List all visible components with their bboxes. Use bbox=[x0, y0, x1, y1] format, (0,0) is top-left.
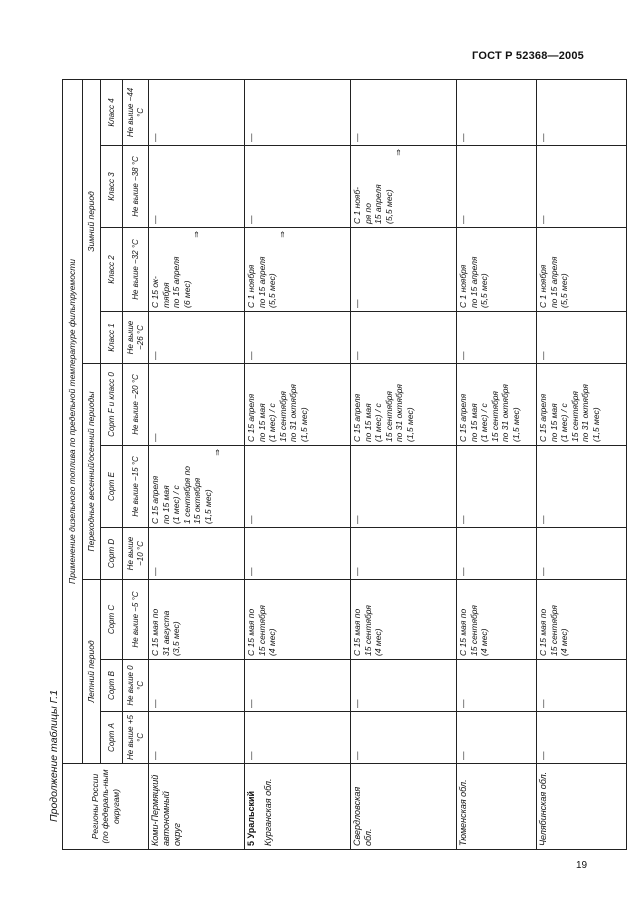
period-text: — bbox=[352, 515, 362, 524]
period-cell bbox=[537, 146, 627, 228]
period-text: С 1 ноября по 15 апреля (5,5 мес) bbox=[246, 256, 277, 308]
period-cell bbox=[149, 446, 245, 528]
period-text: — bbox=[458, 351, 468, 360]
fuel-application-table bbox=[62, 79, 627, 850]
region-name: Тюменская обл. bbox=[458, 779, 468, 846]
period-cell bbox=[351, 580, 457, 660]
period-cell bbox=[537, 228, 627, 312]
period-text: — bbox=[458, 515, 468, 524]
period-cell bbox=[245, 146, 351, 228]
period-text: — bbox=[352, 699, 362, 708]
federal-district-label: 5 Уральский bbox=[246, 790, 256, 846]
period-text: — bbox=[538, 351, 548, 360]
period-cell bbox=[537, 712, 627, 764]
table-row bbox=[537, 79, 627, 849]
period-text: — bbox=[246, 751, 256, 760]
period-text: — bbox=[458, 699, 468, 708]
period-cell bbox=[457, 660, 537, 712]
period-cell bbox=[351, 660, 457, 712]
period-cell bbox=[537, 312, 627, 364]
table-row bbox=[245, 79, 351, 849]
period-cell bbox=[457, 146, 537, 228]
grade-header: Сорт E bbox=[101, 446, 123, 528]
grade-header: Класс 3 bbox=[101, 146, 123, 228]
period-text: — bbox=[150, 751, 160, 760]
period-text: С 1 ноября по 15 апреля (5,5 мес) bbox=[458, 256, 489, 308]
region-cell bbox=[245, 764, 351, 850]
table-body bbox=[149, 79, 627, 849]
period-cell bbox=[351, 364, 457, 446]
period-cell bbox=[351, 146, 457, 228]
transition-period-header: Переходные весенний/осенний периоды bbox=[83, 364, 101, 580]
period-cell bbox=[537, 580, 627, 660]
region-column-header: Регионы России (по федераль-ным округам) bbox=[63, 764, 149, 850]
period-text: — bbox=[352, 299, 362, 308]
period-text: С 15 апреля по 15 мая (1 мес) / с 15 сентября по 31 октября (1,5 мес) bbox=[352, 384, 415, 442]
table-row bbox=[457, 79, 537, 849]
period-text: С 15 апреля по 15 мая (1 мес) / с 1 сентября по 15 октября (1,5 мес) bbox=[150, 466, 213, 524]
table-row bbox=[351, 79, 457, 849]
temperature-header: Не выше −26 °C bbox=[123, 312, 149, 364]
period-text: — bbox=[246, 215, 256, 224]
grade-header: Класс 1 bbox=[101, 312, 123, 364]
period-text: С 1 ноября по 15 апреля (5,5 мес) bbox=[538, 256, 569, 308]
temperature-header: Не выше −32 °C bbox=[123, 228, 149, 312]
continuation-arrow-icon: ⇒ bbox=[213, 449, 222, 456]
grade-header: Сорт D bbox=[101, 528, 123, 580]
period-text: С 15 апреля по 15 мая (1 мес) / с 15 сентября по 31 октября (1,5 мес) bbox=[458, 384, 521, 442]
period-text: С 15 мая по 15 сентября (4 мес) bbox=[352, 605, 383, 656]
period-cell bbox=[245, 528, 351, 580]
period-text: — bbox=[352, 567, 362, 576]
temperature-header: Не выше +5 °C bbox=[123, 712, 149, 764]
period-text: — bbox=[352, 751, 362, 760]
period-cell bbox=[245, 712, 351, 764]
period-text: — bbox=[458, 215, 468, 224]
period-text: — bbox=[538, 751, 548, 760]
temperature-header: Не выше −38 °C bbox=[123, 146, 149, 228]
grade-header: Сорт B bbox=[101, 660, 123, 712]
page-number: 19 bbox=[576, 860, 588, 871]
period-cell bbox=[149, 528, 245, 580]
period-text: С 15 мая по 31 августа (3,5 мес) bbox=[150, 608, 181, 656]
temperature-header: Не выше −15 °C bbox=[123, 446, 149, 528]
period-cell bbox=[149, 146, 245, 228]
grade-header: Сорт F и класс 0 bbox=[101, 364, 123, 446]
temperature-header: Не выше 0 °C bbox=[123, 660, 149, 712]
temperature-header: Не выше −5 °C bbox=[123, 580, 149, 660]
period-text: — bbox=[246, 351, 256, 360]
period-cell bbox=[457, 79, 537, 145]
period-cell bbox=[149, 312, 245, 364]
period-text: С 15 мая по 15 сентября (4 мес) bbox=[458, 605, 489, 656]
region-cell bbox=[351, 764, 457, 850]
grade-header: Класс 4 bbox=[101, 79, 123, 145]
period-text: — bbox=[246, 567, 256, 576]
period-cell bbox=[457, 528, 537, 580]
winter-period-header: Зимний период bbox=[83, 79, 101, 363]
period-cell bbox=[351, 446, 457, 528]
period-text: — bbox=[458, 133, 468, 142]
region-cell bbox=[537, 764, 627, 850]
temperature-header: Не выше −20 °C bbox=[123, 364, 149, 446]
period-cell bbox=[537, 528, 627, 580]
region-name: Свердловская обл. bbox=[352, 786, 373, 846]
grade-header: Класс 2 bbox=[101, 228, 123, 312]
period-text: — bbox=[246, 699, 256, 708]
period-cell bbox=[351, 312, 457, 364]
temperature-header: Не выше −10 °C bbox=[123, 528, 149, 580]
period-cell bbox=[457, 446, 537, 528]
standard-number: ГОСТ Р 52368—2005 bbox=[472, 50, 584, 62]
region-cell bbox=[149, 764, 245, 850]
period-text: — bbox=[246, 133, 256, 142]
period-text: — bbox=[150, 567, 160, 576]
period-cell bbox=[457, 228, 537, 312]
temperature-header: Не выше −44 °C bbox=[123, 79, 149, 145]
period-cell bbox=[351, 228, 457, 312]
period-text: — bbox=[150, 351, 160, 360]
period-text: — bbox=[538, 133, 548, 142]
period-cell bbox=[245, 312, 351, 364]
period-cell bbox=[245, 446, 351, 528]
period-cell bbox=[537, 660, 627, 712]
rotated-table-container bbox=[62, 80, 601, 850]
period-cell bbox=[149, 79, 245, 145]
period-text: — bbox=[352, 133, 362, 142]
period-text: — bbox=[538, 699, 548, 708]
period-text: С 15 ок- тября по 15 апреля (6 мес) bbox=[150, 256, 192, 308]
region-name: Челябинская обл. bbox=[538, 771, 548, 846]
period-text: С 1 нояб- ря по 15 апреля (5,5 мес) bbox=[352, 184, 394, 224]
period-cell bbox=[149, 660, 245, 712]
period-text: С 15 апреля по 15 мая (1 мес) / с 15 сентября по 31 октября (1,5 мес) bbox=[246, 384, 309, 442]
period-cell bbox=[149, 364, 245, 446]
period-cell bbox=[245, 364, 351, 446]
region-name: Коми-Пермяцкий автономный округ bbox=[150, 774, 182, 846]
main-column-header: Применение дизельного топлива по предельной температуре фильтруемости bbox=[63, 79, 83, 763]
period-cell bbox=[351, 79, 457, 145]
region-name: Курганская обл. bbox=[263, 778, 273, 846]
period-text: С 15 мая по 15 сентября (4 мес) bbox=[246, 605, 277, 656]
period-cell bbox=[149, 712, 245, 764]
period-text: — bbox=[458, 751, 468, 760]
period-cell bbox=[245, 660, 351, 712]
period-text: — bbox=[150, 699, 160, 708]
grade-header-row bbox=[101, 79, 123, 849]
table-continuation-label: Продолжение таблицы Г.1 bbox=[48, 689, 60, 822]
period-text: — bbox=[458, 567, 468, 576]
period-cell bbox=[537, 446, 627, 528]
continuation-arrow-icon: ⇒ bbox=[277, 231, 287, 238]
period-text: — bbox=[352, 351, 362, 360]
continuation-arrow-icon: ⇒ bbox=[394, 149, 403, 156]
temperature-header-row bbox=[123, 79, 149, 849]
period-cell bbox=[351, 712, 457, 764]
period-text: С 15 мая по 15 сентября (4 мес) bbox=[538, 605, 569, 656]
continuation-arrow-icon: ⇒ bbox=[192, 231, 201, 238]
region-cell bbox=[457, 764, 537, 850]
period-cell bbox=[245, 580, 351, 660]
period-text: — bbox=[150, 215, 160, 224]
period-cell bbox=[537, 364, 627, 446]
grade-header: Сорт C bbox=[101, 580, 123, 660]
period-cell bbox=[457, 580, 537, 660]
period-text: — bbox=[246, 515, 256, 524]
period-text: С 15 апреля по 15 мая (1 мес) / с 15 сентября по 31 октября (1,5 мес) bbox=[538, 384, 601, 442]
period-cell bbox=[351, 528, 457, 580]
period-cell bbox=[245, 228, 351, 312]
period-cell bbox=[457, 364, 537, 446]
period-cell bbox=[149, 228, 245, 312]
period-text: — bbox=[538, 567, 548, 576]
period-text: — bbox=[150, 133, 160, 142]
period-cell bbox=[457, 312, 537, 364]
period-cell bbox=[537, 79, 627, 145]
period-text: — bbox=[538, 515, 548, 524]
period-text: — bbox=[150, 433, 160, 442]
period-cell bbox=[245, 79, 351, 145]
period-cell bbox=[457, 712, 537, 764]
grade-header: Сорт A bbox=[101, 712, 123, 764]
period-text: — bbox=[538, 215, 548, 224]
period-cell bbox=[149, 580, 245, 660]
summer-period-header: Летний период bbox=[83, 580, 101, 764]
table-row bbox=[149, 79, 245, 849]
